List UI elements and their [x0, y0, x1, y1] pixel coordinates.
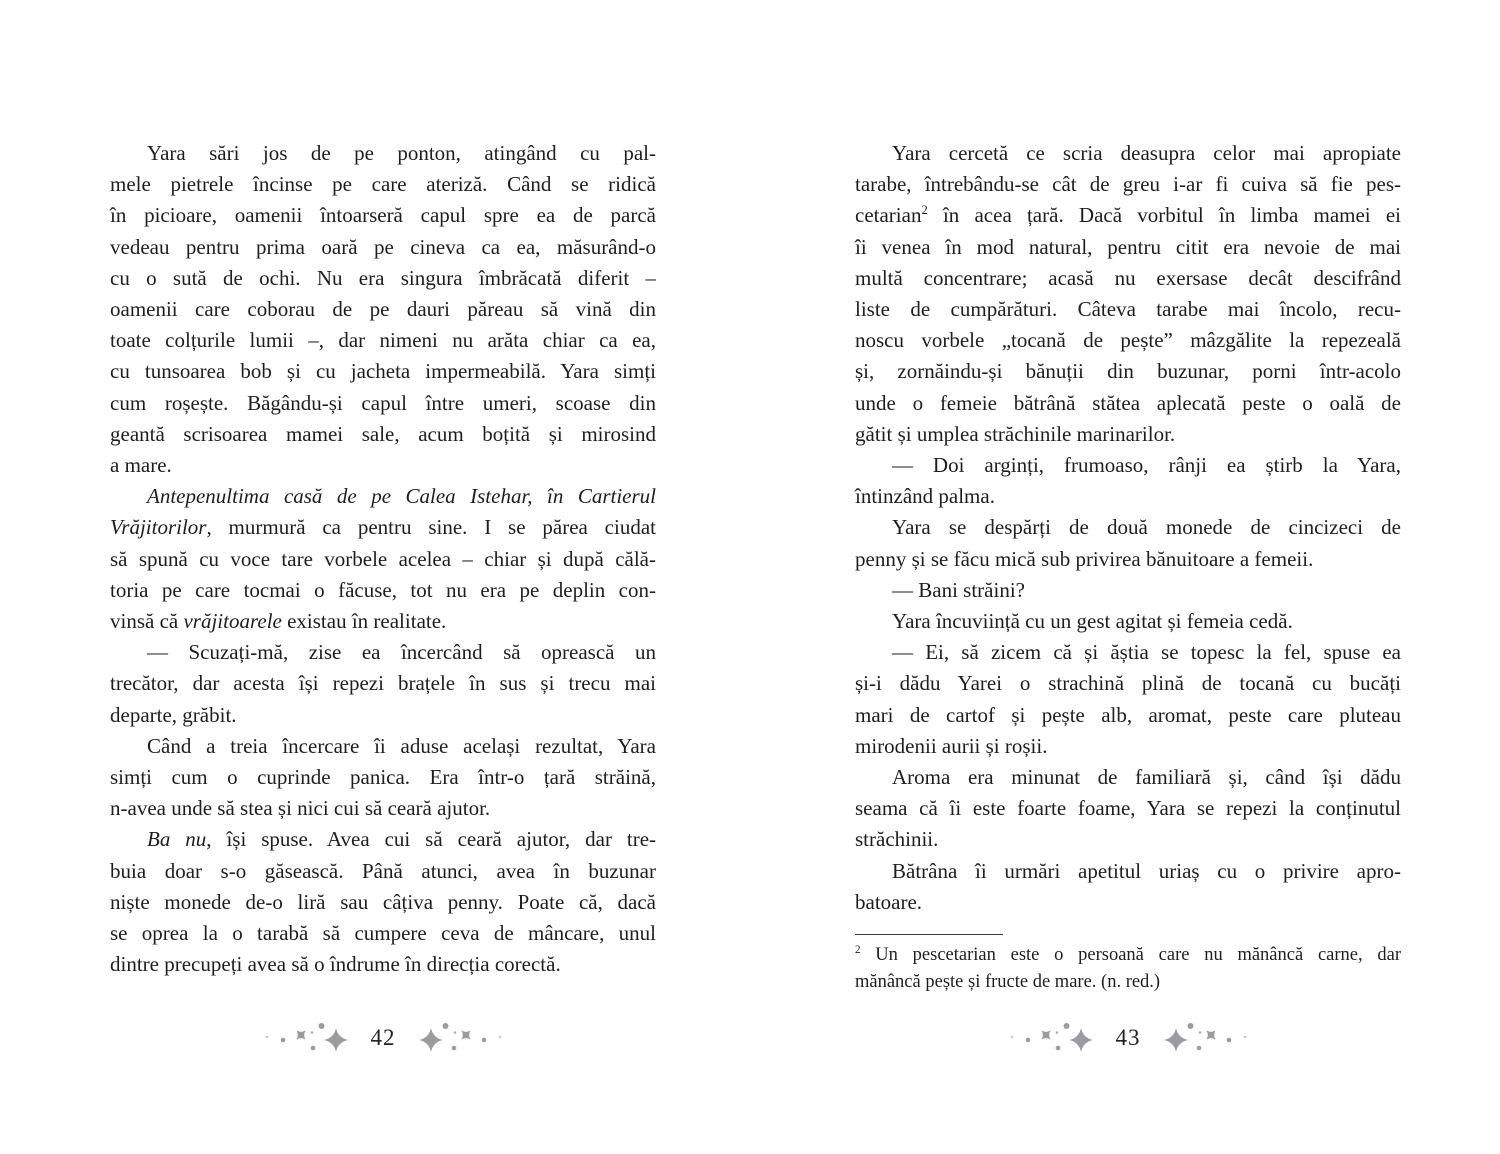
- text-line: — Scuzați-mă, zise ea încercând să oprească un: [147, 640, 656, 665]
- text-line: gătit și umplea străchinile marinarilor.: [855, 421, 1176, 446]
- sparkle-ornament-left-icon: [259, 1018, 351, 1058]
- page-left-text: [110, 138, 656, 980]
- sparkle-ornament-left-icon: [1004, 1018, 1096, 1058]
- text-line: trecător, dar acesta își repezi brațele în sus și trecu mai: [110, 671, 656, 696]
- text-line: Vrăjitorilor, murmură ca pentru sine. I se părea ciudat: [110, 515, 656, 540]
- text-line: liste de cumpărături. Câteva tarabe mai încolo, recu-: [855, 297, 1401, 322]
- text-line: tarabe, întrebându-se cât de greu i-ar fi cuiva să fie pes-: [855, 172, 1401, 197]
- italic-text: vrăjitoarele: [183, 609, 282, 634]
- text-line: și-i dădu Yarei o strachină plină de tocană cu bucăți: [855, 671, 1401, 696]
- text-line: cum roșește. Băgându-și capul între umeri, scoase din: [110, 390, 656, 415]
- text-line: Yara sări jos de pe ponton, atingând cu pal-: [147, 141, 656, 165]
- text-line: Yara încuviință cu un gest agitat și femeia cedă.: [892, 609, 1293, 634]
- text-line: Când a treia încercare îi aduse același rezultat, Yara: [147, 733, 656, 758]
- sparkle-ornament-right-icon: [416, 1018, 508, 1058]
- footnote-reference: 2: [855, 943, 861, 956]
- text-line: străchinii.: [855, 827, 939, 852]
- text-line: dintre precupeți avea să o îndrume în direcția corectă.: [110, 952, 561, 977]
- text-line: toate colțurile lumii –, dar nimeni nu arăta chiar ca ea,: [110, 328, 656, 353]
- text-line: oamenii care coborau de pe dauri păreau să vină din: [110, 297, 656, 322]
- text-line: seama că îi este foarte foame, Yara se repezi la conținutul: [855, 796, 1401, 821]
- sparkle-ornament-right-icon: [1161, 1018, 1253, 1058]
- text-line: batoare.: [855, 889, 923, 914]
- footnote-reference: 2: [921, 203, 928, 218]
- text-line: cu tunsoarea bob și cu jacheta impermeabilă. Yara simți: [110, 359, 656, 384]
- page-left-footer: [110, 1018, 656, 1058]
- text-line: penny și se făcu mică sub privirea bănuitoare a femeii.: [855, 546, 1314, 571]
- text-line: toria pe care tocmai o făcuse, tot nu era pe deplin con-: [110, 577, 656, 602]
- text-line: — Bani străini?: [892, 577, 1025, 602]
- italic-text: Ba nu: [147, 827, 207, 852]
- text-line: se oprea la o tarabă să cumpere ceva de mâncare, unul: [110, 921, 656, 946]
- text-line: a mare.: [110, 453, 172, 478]
- text-line: simți cum o cuprinde panica. Era într-o țară străină,: [110, 765, 656, 790]
- footnote-rule: [855, 934, 1003, 935]
- text-line: noscu vorbele „tocană de pește” mâzgălite la repezeală: [855, 328, 1401, 353]
- page-right-footer: [855, 1018, 1401, 1058]
- text-line: îi venea în mod natural, pentru citit era nevoie de mai: [855, 234, 1401, 259]
- page-right-text: [855, 138, 1401, 995]
- italic-text: Antepenultima casă de pe Calea Istehar, în Cartierul: [147, 484, 656, 509]
- text-line: cetarian$^2$ în acea țară. Dacă vorbitul în limba mamei ei: [855, 203, 1401, 228]
- footnote-line: $^2$ Un pescetarian este o persoană care nu mănâncă carne, dar: [855, 943, 1401, 966]
- text-line: n-avea unde să stea și nici cui să ceară ajutor.: [110, 796, 491, 821]
- text-line: geantă scrisoarea mamei sale, acum boțită și mirosind: [110, 421, 656, 446]
- text-line: unde o femeie bătrână stătea aplecată peste o oală de: [855, 390, 1401, 415]
- footnote: [855, 934, 1401, 995]
- text-line: și, zornăindu-și bănuții din buzunar, porni într-acolo: [855, 359, 1401, 384]
- footnote-line: mănâncă pește și fructe de mare. (n. red.): [855, 971, 1161, 992]
- text-line: multă concentrare; acasă nu exersase decât descifrând: [855, 265, 1401, 290]
- text-line: Aroma era minunat de familiară și, când își dădu: [892, 765, 1401, 790]
- text-line: Bătrâna îi urmări apetitul uriaș cu o privire apro-: [892, 858, 1401, 883]
- text-line: departe, grăbit.: [110, 702, 237, 727]
- italic-text: Vrăjitorilor: [110, 515, 207, 540]
- text-line: vedeau pentru prima oară pe cineva ca ea, măsurând-o: [110, 234, 656, 259]
- text-line: în picioare, oamenii întoarseră capul spre ea de parcă: [110, 203, 656, 228]
- page-number: 43: [1115, 1025, 1141, 1050]
- text-line: — Doi arginți, frumoaso, rânji ea știrb la Yara,: [892, 453, 1401, 478]
- text-line: Ba nu, își spuse. Avea cui să ceară ajutor, dar tre-: [147, 827, 657, 852]
- text-line: vinsă că vrăjitoarele existau în realitate.: [110, 609, 447, 634]
- text-line: întinzând palma.: [855, 484, 995, 509]
- text-line: [110, 481, 656, 512]
- text-line: — Ei, să zicem că și ăștia se topesc la fel, spuse ea: [892, 640, 1401, 665]
- text-line: cu o sută de ochi. Nu era singura îmbrăcată diferit –: [110, 265, 656, 290]
- text-line: Yara cercetă ce scria deasupra celor mai apropiate: [892, 141, 1401, 165]
- text-line: să spună cu voce tare vorbele acelea – chiar și după călă-: [110, 546, 656, 571]
- text-line: Yara se despărți de două monede de cincizeci de: [892, 515, 1401, 540]
- text-line: buia doar s-o găsească. Până atunci, avea în buzunar: [110, 858, 656, 883]
- page-number: 42: [370, 1025, 396, 1050]
- text-line: niște monede de-o liră sau câțiva penny. Poate că, dacă: [110, 889, 656, 914]
- text-line: mari de cartof și pește alb, aromat, peste care pluteau: [855, 702, 1401, 727]
- text-line: mele pietrele încinse pe care ateriză. Când se ridică: [110, 172, 656, 197]
- text-line: mirodenii aurii și roșii.: [855, 733, 1048, 758]
